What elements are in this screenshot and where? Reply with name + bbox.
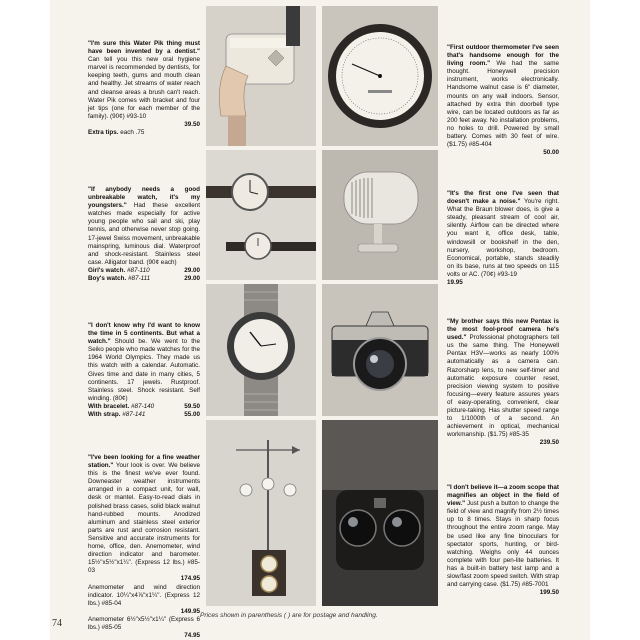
photo-waterpik	[206, 6, 316, 146]
boys-watch-line	[88, 275, 200, 283]
heater-headline: "It's the first one I've seen that doesn't make a noise."	[447, 190, 559, 206]
braun-blower-icon	[322, 150, 438, 280]
thermometer-body: We had the same thought. Honeywell precision instrument, works electronically. Handsome walnut case is 6" diameter, mounts on any wall indoors. Sensor, attached by extra thin doorbell type wire, can be located outdoors as far as 200 feet away. No installation problems, no holes to drill. Powered by small battery. Comes with 30 feet of wire. ($1.75) #85-404	[447, 60, 559, 149]
postage-footnote: Prices shown in parenthesis ( ) are for postage and handling.	[200, 612, 378, 619]
seiko-bracelet-price: 59.50	[184, 402, 200, 410]
waterpik-copy	[88, 40, 200, 137]
weather-line-2: Anemometer and wind direction indicator. 10¼"x4⅞"x1¼". (Express 12 lbs.) #85-04	[88, 583, 200, 607]
zoomscope-headline: "I don't believe it—a zoom scope that magnifies an object in the field of view."	[447, 484, 559, 508]
girls-watch-label: Girl's watch.	[88, 266, 126, 274]
watch-copy	[88, 186, 200, 283]
photo-seiko	[206, 284, 316, 416]
photo-zoomscope	[322, 420, 438, 606]
round-thermometer-icon	[322, 6, 438, 146]
pentax-price: 239.50	[539, 439, 559, 447]
seiko-strap-label: With strap.	[88, 411, 121, 419]
seiko-body: Should be. We went to the Seiko people who made watches for the 1964 World Olympics. They made us this watch with a calendar. Automatic. Gives time and date in many cities, 5 continents. 17 jewels. Rustproof. Stainless steel. Shock resistant. Self winding. (80¢)	[88, 338, 200, 402]
waterpik-extra-line	[88, 129, 200, 137]
seiko-world-time-watch-icon	[206, 284, 316, 416]
heater-copy	[447, 190, 559, 287]
weather-copy	[88, 454, 200, 640]
weather-line-3: Anemometer 6½"x5½"x1¼" (Express 6 lbs.) #85-05	[88, 615, 200, 631]
heater-body: You're right. What the Braun blower does, is give a steady, pleasant stream of cool air, silently. Airflow can be directed where you want it, office desk, table, windowsill or bookshelf in the den, nursery, workshop, bedroom. Economical, portable, stands steadily on its base, runs at two speeds on 115 volts or AC. (70¢) #93-19	[447, 198, 559, 278]
weather-headline: "I've been looking for a fine weather station."	[88, 454, 200, 470]
two-wristwatches-icon	[206, 150, 316, 280]
waterpik-body: Can tell you this new oral hygiene marvel is recommended by dentists, for keeping teeth, gums and mouth clean and healthy. Jet streams of water reach and cleanse areas a brush can't reach. Water Pik comes with bracket and four jet tips (one for each member of the family). (90¢) #93-10	[88, 56, 200, 120]
boys-watch-price: 29.00	[184, 275, 200, 283]
watch-body: Had these excellent watches made especially for active young people who sail and ski, play tennis, and otherwise never stop going. 17-jewel Swiss movement, unbreakable mainspring, luminous dial. Waterproof and shock-resistant. Stainless steel case. Alligator band. (90¢ each)	[88, 202, 200, 266]
seiko-bracelet-number: #87-140	[130, 402, 155, 410]
girls-watch-line	[88, 267, 200, 275]
thermometer-copy	[447, 44, 559, 157]
girls-watch-number: #87-110	[126, 266, 150, 274]
zoomscope-copy	[447, 484, 559, 597]
seiko-strap-price: 55.00	[184, 411, 200, 419]
photo-watches	[206, 150, 316, 280]
zoomscope-price: 199.50	[539, 589, 559, 597]
water-pik-icon	[206, 6, 316, 146]
page-number: 74	[52, 618, 62, 629]
waterpik-extra-price: each .75	[120, 129, 145, 137]
weather-price-1: 174.95	[180, 575, 200, 583]
waterpik-headline: "I'm sure this Water Pik thing must have been invented by a dentist."	[88, 40, 200, 56]
photo-weather	[206, 420, 316, 606]
waterpik-extra-label: Extra tips.	[88, 129, 119, 137]
pentax-copy	[447, 318, 559, 448]
seiko-strap-number: #87-141	[122, 411, 146, 419]
seiko-bracelet-line	[88, 403, 200, 411]
boys-watch-number: #87-111	[128, 275, 151, 283]
weather-price-2: 149.95	[180, 607, 200, 615]
pentax-headline: "My brother says this new Pentax is the most fool-proof camera he's used."	[447, 318, 559, 342]
girls-watch-price: 29.00	[184, 266, 200, 274]
zoomscope-body: Just push a button to change the field of view and magnify from 2½ times up to 8 times. Stays in sharp focus throughout the entire zoom range. May be used like any fine binoculars for spectator sports, hunting, or bird-watching. Weighs only 44 ounces complete with four pen-lite batteries. It has a built-in battery test lamp and a slow/fast zoom speed switch. With strap and carrying case. ($1.75) #85-7001	[447, 500, 560, 589]
waterpik-price: 39.50	[184, 120, 200, 128]
heater-price: 19.95	[447, 279, 463, 287]
weather-body: Your look is over. We believe this is the finest we've ever found. Downeaster weather instruments arranged in a compact unit, for wall, desk or mantel. Easy-to-read dials in polished brass cases, solid black walnut hand-rubbed mounts. Anodized aluminum and stainless steel exterior parts are rust and corrosion resistant. Sensitive and accurate instruments for home, office, den. Anemometer, wind direction indicator and barometer. 15½"x5½"x1¼". (Express 12 lbs.) #85-03	[88, 462, 200, 575]
photo-pentax	[322, 284, 438, 416]
pentax-camera-icon	[322, 284, 438, 416]
seiko-copy	[88, 322, 200, 419]
boys-watch-label: Boy's watch.	[88, 275, 127, 283]
watch-headline: "If anybody needs a good unbreakable watch, it's my youngsters."	[88, 186, 200, 210]
seiko-strap-line	[88, 411, 200, 419]
weather-price-3: 74.95	[184, 632, 200, 640]
thermometer-headline: "First outdoor thermometer I've seen that's handsome enough for the living room."	[447, 44, 559, 68]
seiko-bracelet-label: With bracelet.	[88, 402, 130, 410]
pentax-body: Professional photographers tell us the same thing. The Honeywell Pentax H3V—works as nearly 100% automatically as a camera can. Razorsharp lens, to new self-timer and automatic exposure counter reset, precision viewing system to positive focusing—every feature assures years of easy-operating, convenient, clear picture-taking. Has shutter speed range to 1/1000th of a second. An achievement in optical, mechanical workmanship. ($1.75) #85-35	[447, 334, 559, 439]
weather-station-icon	[206, 420, 316, 606]
thermometer-price: 50.00	[543, 149, 559, 157]
photo-heater	[322, 150, 438, 280]
zoom-binoculars-icon	[322, 420, 438, 606]
photo-thermometer	[322, 6, 438, 146]
seiko-headline: "I don't know why I'd want to know the time in 5 continents. But what a watch."	[88, 322, 200, 346]
